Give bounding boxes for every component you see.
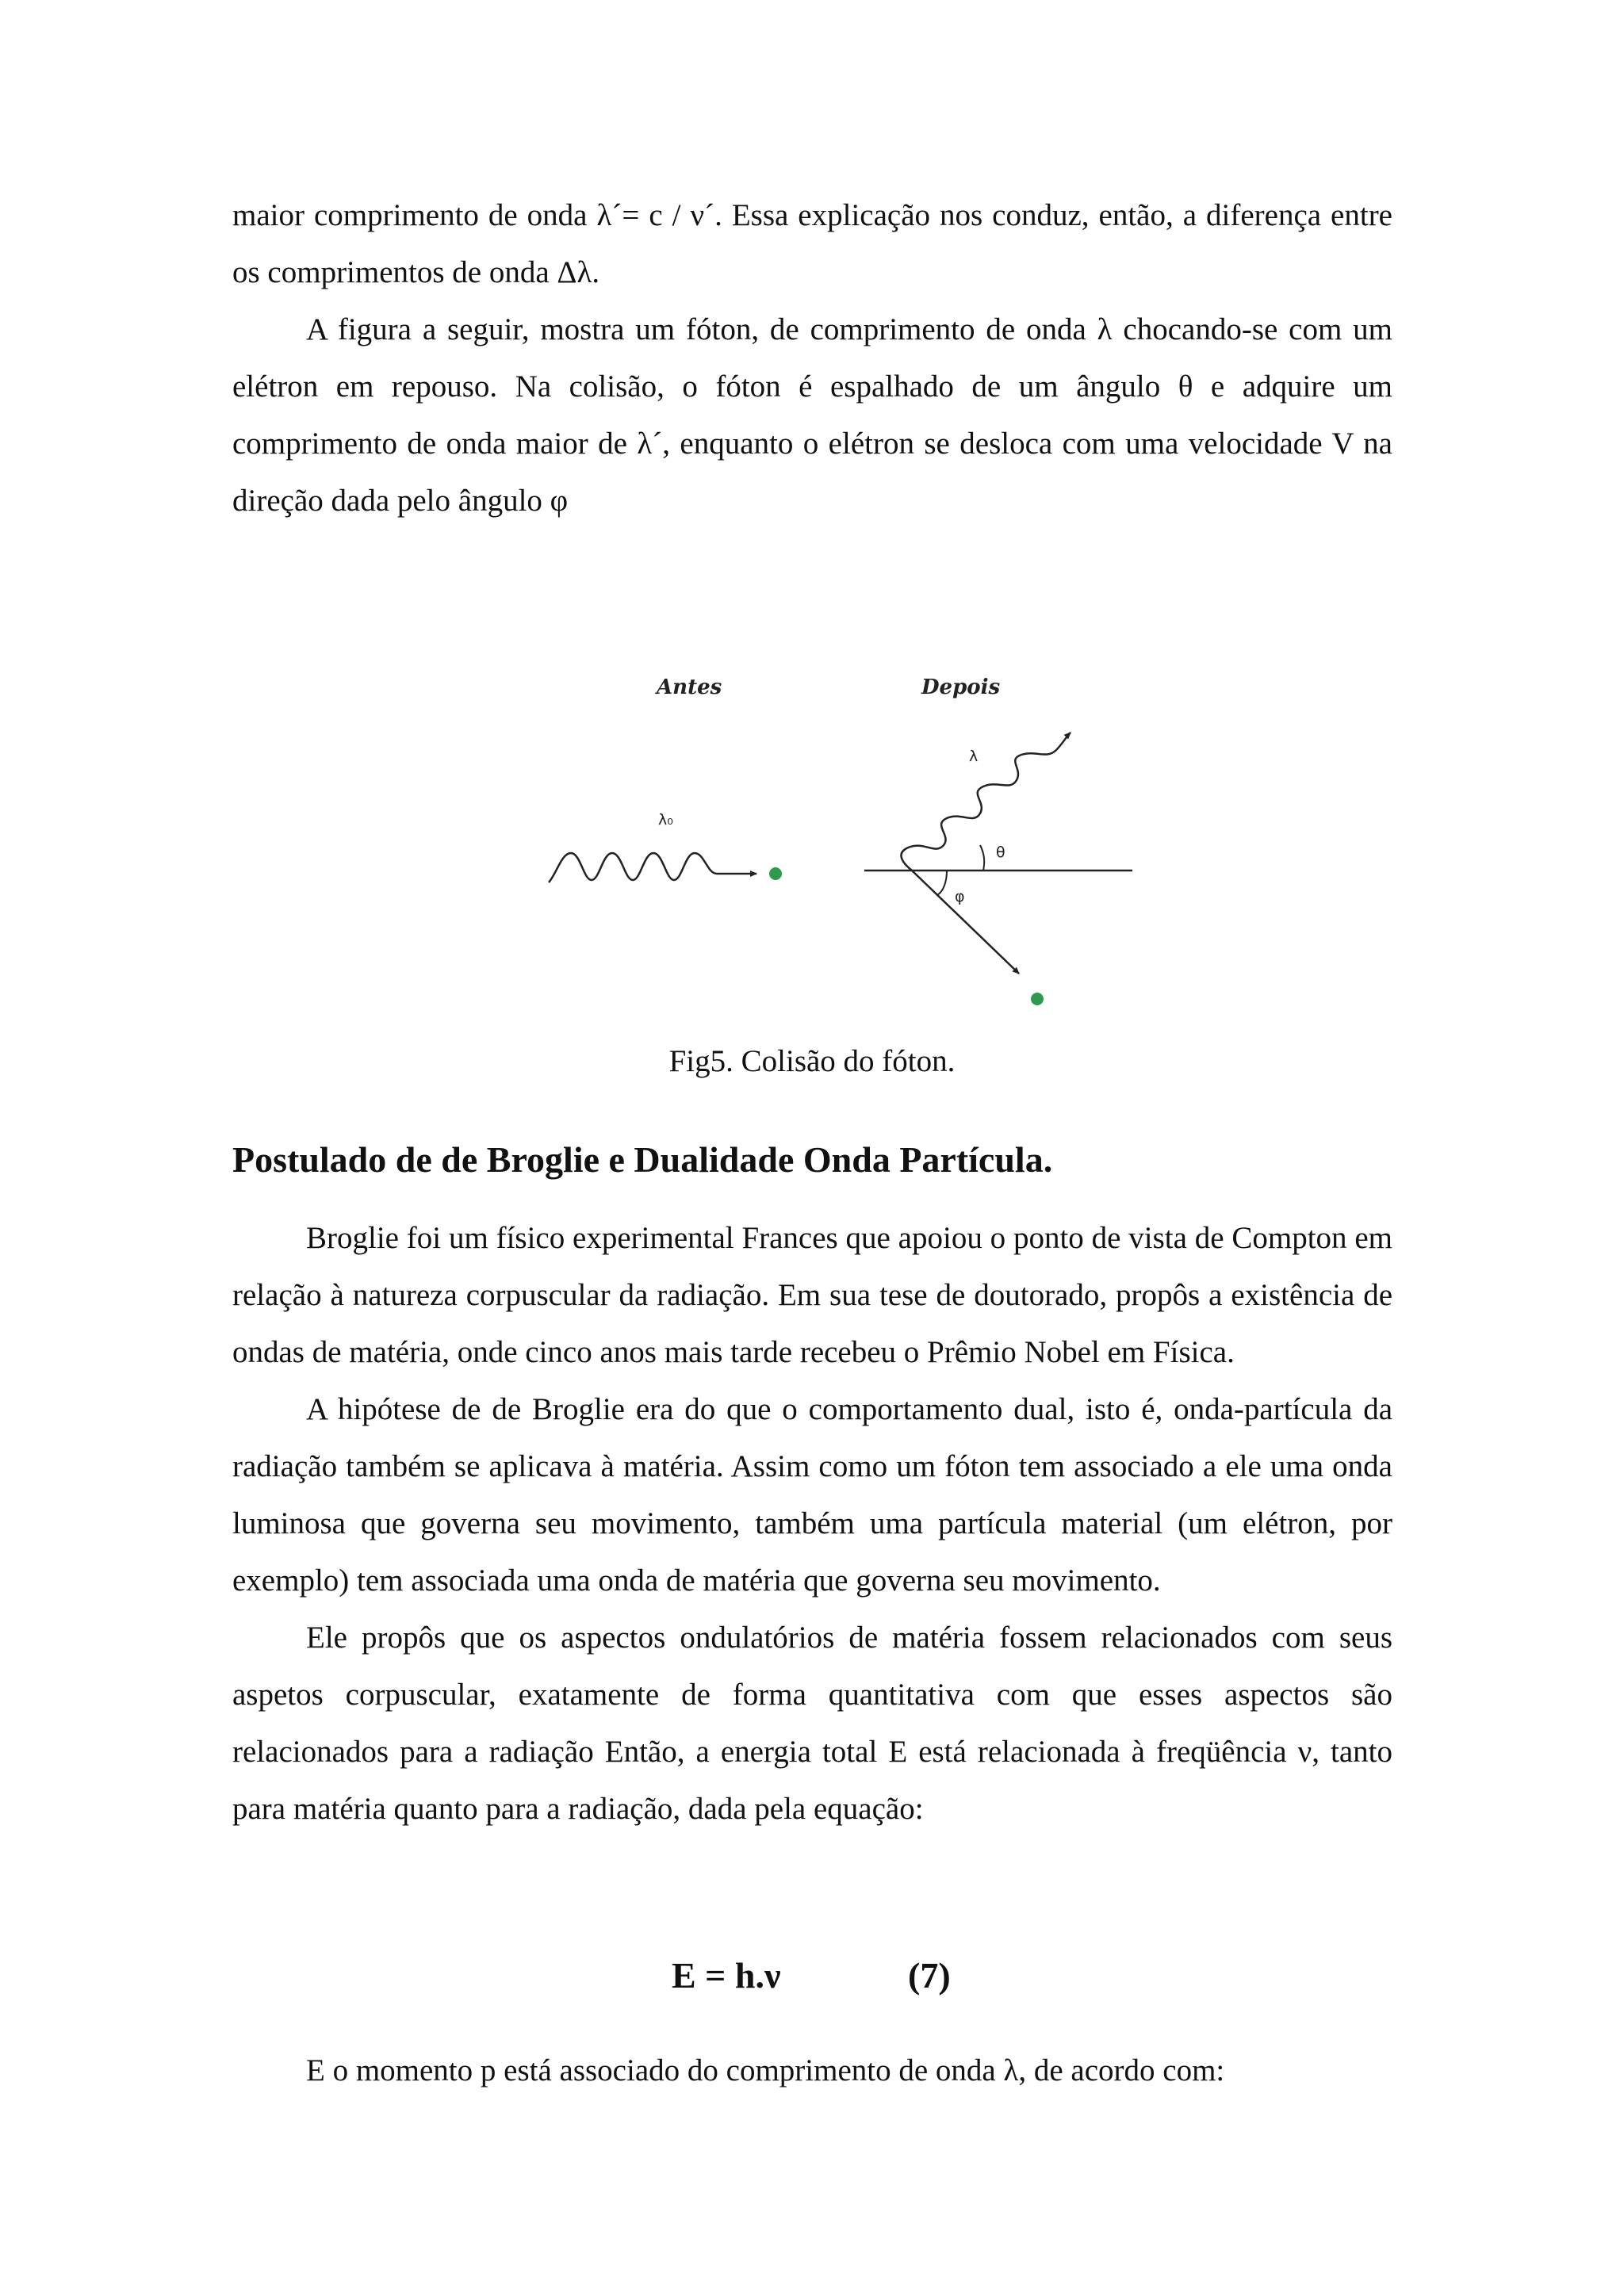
theta-arc: [980, 845, 984, 871]
equation-7: [0, 1954, 1624, 2002]
phi-arc: [937, 871, 947, 895]
paragraph-continuation: maior comprimento de onda λ´= c / ν´. Essa explicação nos conduz, então, a diferença entre os comprimentos de onda Δλ.: [232, 198, 1392, 289]
label-antes: Antes: [657, 675, 722, 699]
compton-collision-figure: [539, 666, 1142, 1015]
section-heading-block: [232, 1136, 1392, 1184]
electron-before: [769, 867, 782, 880]
label-lambda-scattered: λ: [969, 748, 979, 765]
last-text: [232, 2042, 1392, 2099]
label-theta: θ: [996, 844, 1005, 861]
label-phi: φ: [955, 888, 965, 905]
bottom-text: [232, 1210, 1392, 1838]
label-depois: Depois: [921, 675, 1001, 699]
paragraph-momentum: E o momento p está associado do comprimento de onda λ, de acordo com:: [306, 2053, 1225, 2087]
section-heading: Postulado de de Broglie e Dualidade Onda Partícula.: [232, 1139, 1053, 1180]
electron-after: [1031, 993, 1044, 1005]
equation-expression: E = h.ν: [672, 1955, 781, 1996]
label-lambda0: λ₀: [658, 811, 673, 828]
paragraph-figure-intro: A figura a seguir, mostra um fóton, de comprimento de onda λ chocando-se com um elétron em repouso. Na colisão, o fóton é espalhado de um ângulo θ e adquire um comprimento de onda maior de λ´, enquanto o elétron se desloca com uma velocidade V na direção dada pelo ângulo φ: [232, 312, 1392, 518]
scattered-photon-wave: [901, 733, 1071, 871]
incident-photon-wave: [549, 853, 756, 882]
electron-trajectory-line: [912, 871, 1019, 974]
paragraph-broglie-intro: Broglie foi um físico experimental Frances que apoiou o ponto de vista de Compton em relação à natureza corpuscular da radiação. Em sua tese de doutorado, propôs a existência de ondas de matéria, onde cinco anos mais tarde recebeu o Prêmio Nobel em Física.: [232, 1221, 1392, 1369]
paragraph-hypothesis: A hipótese de de Broglie era do que o comportamento dual, isto é, onda-partícula da radiação também se aplicava à matéria. Assim como um fóton tem associado a ele uma onda luminosa que governa seu movimento, também uma partícula material (um elétron, por exemplo) tem associada uma onda de matéria que governa seu movimento.: [232, 1392, 1392, 1598]
top-text: [232, 187, 1392, 530]
paragraph-energy: Ele propôs que os aspectos ondulatórios de matéria fossem relacionados com seus aspetos corpuscular, exatamente de forma quantitativa com que esses aspectos são relacionados para a radiação Então, a energia total E está relacionada à freqüência ν, tanto para matéria quanto para a radiação, dada pela equação:: [232, 1621, 1392, 1826]
figure-caption: Fig5. Colisão do fóton.: [668, 1044, 956, 1078]
equation-number: (7): [908, 1955, 951, 1996]
